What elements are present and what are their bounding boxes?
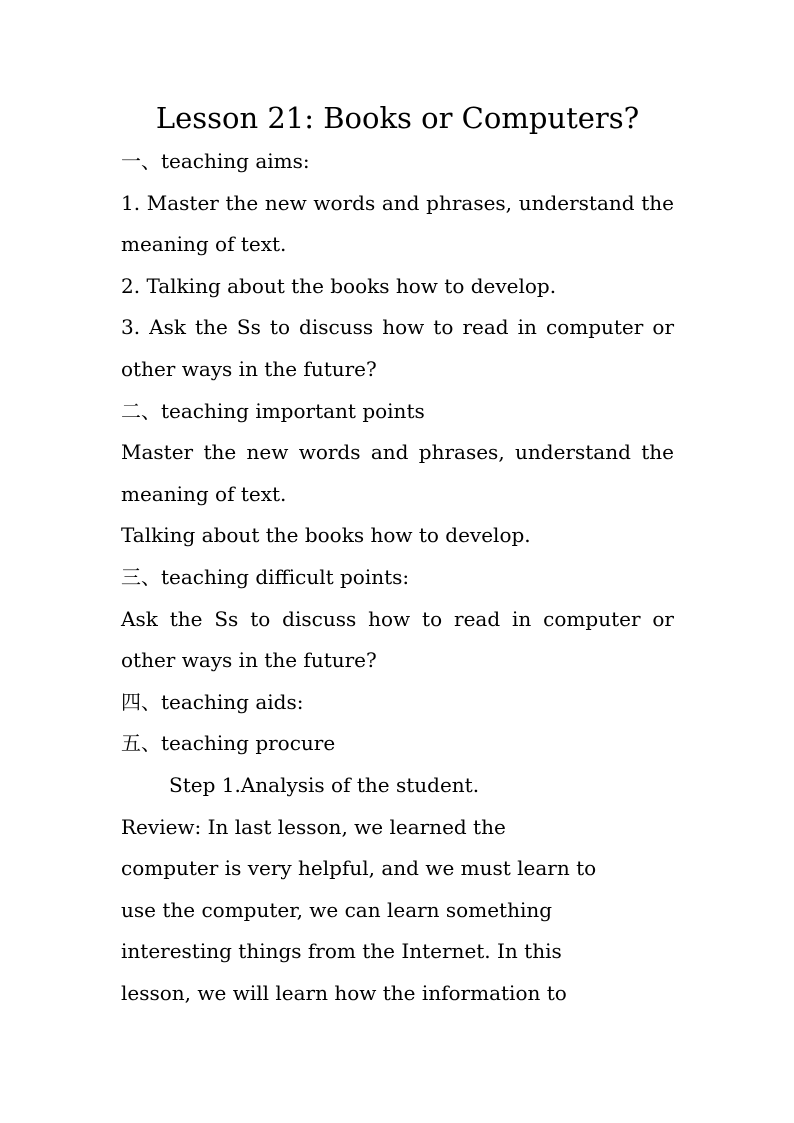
document-body: [121, 95, 674, 1014]
review-line-2: computer is very helpful, and we must learn to: [121, 856, 597, 881]
review-line-3: use the computer, we can learn something: [121, 897, 553, 922]
aim-item-2: 2. Talking about the books how to develop.: [121, 273, 557, 298]
important-points-heading: 二、teaching important points: [121, 398, 425, 423]
review-line-1: Review: In last lesson, we learned the: [121, 814, 506, 839]
lesson-title: Lesson 21: Books or Computers?: [155, 101, 640, 135]
review-line-5: lesson, we will learn how the information to: [121, 980, 567, 1005]
difficult-point-1: Ask the Ss to discuss how to read in computer or other ways in the future?: [121, 606, 674, 673]
aim-item-1: 1. Master the new words and phrases, understand the meaning of text.: [121, 190, 674, 257]
difficult-points-heading: 三、teaching difficult points:: [121, 564, 410, 589]
step-1: Step 1.Analysis of the student.: [169, 772, 480, 797]
aims-heading: 一、teaching aims:: [121, 149, 310, 173]
aim-item-3: 3. Ask the Ss to discuss how to read in computer or other ways in the future?: [121, 315, 674, 381]
aids-heading: 四、teaching aids:: [121, 689, 304, 714]
procure-heading: 五、teaching procure: [121, 731, 336, 756]
important-point-1: Master the new words and phrases, understand the meaning of text.: [121, 440, 674, 506]
review-line-4: interesting things from the Internet. In this: [121, 939, 562, 964]
important-point-2: Talking about the books how to develop.: [121, 523, 531, 548]
